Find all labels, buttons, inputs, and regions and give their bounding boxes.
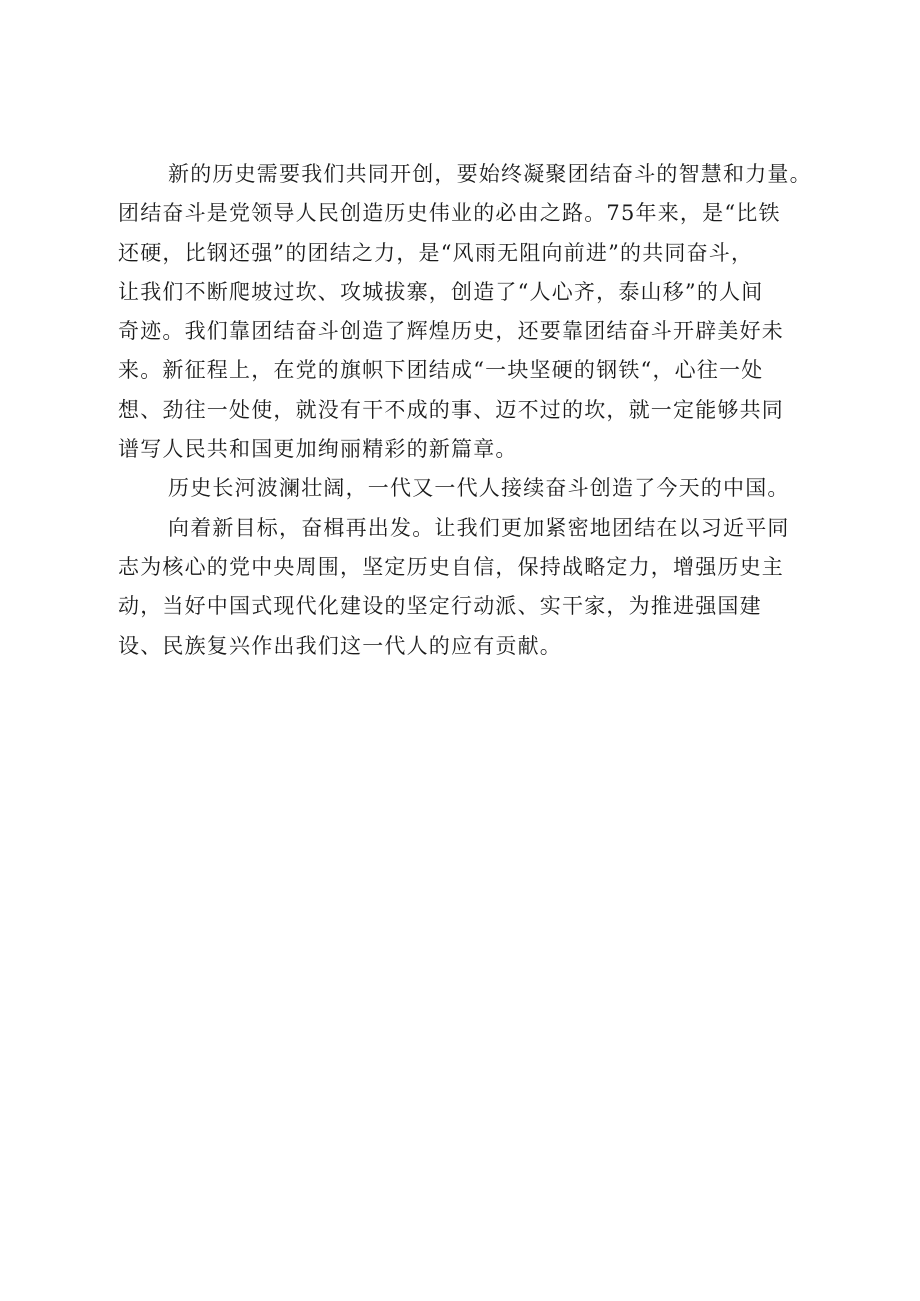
- paragraph-1-line-4: 让我们不断爬坡过坎、攻城拔寨，创造了“人心齐，泰山移”的人间: [118, 279, 764, 304]
- paragraph-1-line-5: 奇迹。我们靠团结奋斗创造了辉煌历史，还要靠团结奋斗开辟美好未: [118, 319, 784, 344]
- document-body: [118, 155, 838, 666]
- paragraph-3-line-3: 动，当好中国式现代化建设的坚定行动派、实干家，为推进强国建: [118, 594, 762, 619]
- paragraph-3-line-2: 志为核心的党中央周围，坚定历史自信，保持战略定力，增强历史主: [118, 554, 784, 579]
- paragraph-1-line-8: 谱写人民共和国更加绚丽精彩的新篇章。: [118, 437, 518, 462]
- paragraph-2-line-1: 历史长河波澜壮阔，一代又一代人接续奋斗创造了今天的中国。: [168, 476, 790, 501]
- paragraph-1-line-2: 团结奋斗是党领导人民创造历史伟业的必由之路。75年来，是“比铁: [118, 201, 781, 226]
- paragraph-1-line-3: 还硬，比钢还强”的团结之力，是“风雨无阻向前进”的共同奋斗，: [118, 240, 754, 265]
- paragraph-1-line-1: 新的历史需要我们共同开创，要始终凝聚团结奋斗的智慧和力量。: [168, 162, 812, 186]
- paragraph-3-line-4: 设、民族复兴作出我们这一代人的应有贡献。: [118, 633, 562, 658]
- paragraph-1-line-6: 来。新征程上，在党的旗帜下团结成“一块坚硬的钢铁“，心往一处: [118, 358, 764, 383]
- paragraph-3-line-1: 向着新目标，奋楫再出发。让我们更加紧密地团结在以习近平同: [168, 515, 790, 540]
- paragraph-1-line-7: 想、劲往一处使，就没有干不成的事、迈不过的坎，就一定能够共同: [118, 397, 784, 422]
